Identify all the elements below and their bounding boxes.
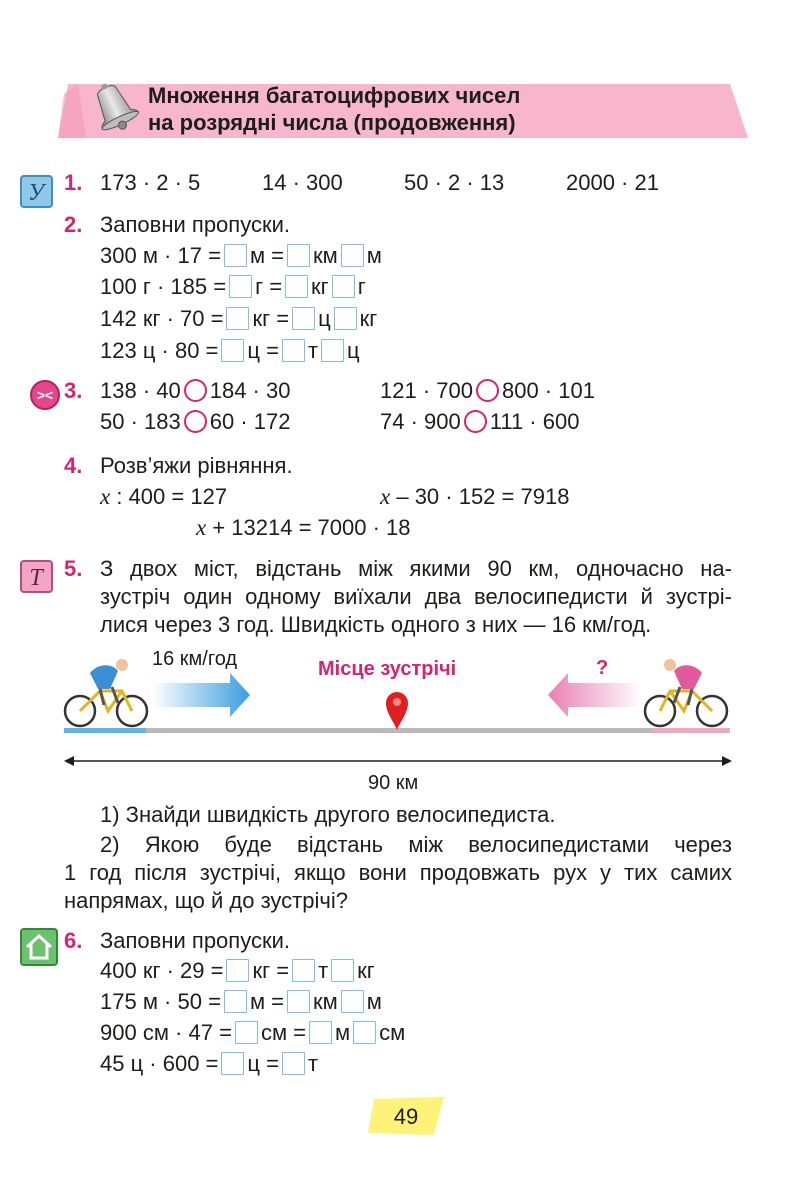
unit-2: км <box>313 989 338 1014</box>
answer-box[interactable] <box>287 244 310 267</box>
answer-box[interactable] <box>221 1052 244 1075</box>
speed-left-label: 16 км/год <box>152 648 238 670</box>
title-line-2: на розрядні числа (продовження) <box>148 110 516 135</box>
answer-box[interactable] <box>226 307 249 330</box>
task-2-number: 2. <box>64 212 83 237</box>
pair-left: 138 · 40 <box>100 378 181 403</box>
task-3-pair-1 <box>100 378 290 404</box>
row-lhs: 400 кг · 29 = <box>100 958 224 983</box>
unit-3: см <box>379 1020 406 1045</box>
task-5-question-2-line-3: напрямах, що й до зустрічі? <box>64 888 348 913</box>
unit-1: ц = <box>247 338 279 363</box>
unit-2: км <box>313 243 338 268</box>
oral-icon <box>20 175 53 208</box>
answer-box[interactable] <box>226 959 249 982</box>
problem-icon <box>20 560 53 593</box>
row-lhs: 45 ц · 600 = <box>100 1051 219 1076</box>
answer-box[interactable] <box>292 959 315 982</box>
unit-3: г <box>357 274 366 299</box>
pair-right: 111 · 600 <box>489 409 580 434</box>
task-4-equation-2 <box>380 484 569 510</box>
unit-3: м <box>366 243 382 268</box>
task-2-row-3 <box>100 306 377 332</box>
unit-2: ц <box>318 306 331 331</box>
row-lhs: 900 см · 47 = <box>100 1020 232 1045</box>
row-lhs: 142 кг · 70 = <box>100 306 224 331</box>
task-6-row-1 <box>100 958 375 984</box>
title-line-1: Множення багатоцифрових чисел <box>148 83 521 108</box>
compare-circle[interactable] <box>184 379 207 402</box>
compare-icon <box>30 380 60 410</box>
task-1-expr-1: 173 · 2 · 5 <box>100 170 201 195</box>
equation-rest: : 400 = 127 <box>116 484 228 509</box>
answer-box[interactable] <box>331 959 354 982</box>
answer-box[interactable] <box>292 307 315 330</box>
task-3-number: 3. <box>64 378 83 403</box>
pair-right: 184 · 30 <box>209 378 291 403</box>
answer-box[interactable] <box>235 1021 258 1044</box>
task-6-title: Заповни пропуски. <box>100 928 290 953</box>
unit-1: кг = <box>252 958 290 983</box>
answer-box[interactable] <box>224 990 247 1013</box>
cyclist-right-icon <box>645 659 727 726</box>
task-2-title: Заповни пропуски. <box>100 212 290 237</box>
variable: x <box>100 484 111 509</box>
page-title <box>148 82 520 136</box>
task-6-row-3 <box>100 1020 405 1046</box>
pair-left: 74 · 900 <box>380 409 461 434</box>
answer-box[interactable] <box>285 275 308 298</box>
task-3-pair-2 <box>380 378 595 404</box>
unit-2: т <box>307 338 319 363</box>
page-number: 49 <box>393 1104 419 1129</box>
answer-box[interactable] <box>341 990 364 1013</box>
unit-2: м <box>335 1020 351 1045</box>
task-1-expr-3: 50 · 2 · 13 <box>404 170 505 195</box>
home-icon <box>20 928 58 966</box>
task-3-pair-4 <box>380 409 579 435</box>
answer-box[interactable] <box>353 1021 376 1044</box>
task-6-row-2 <box>100 989 382 1015</box>
compare-circle[interactable] <box>184 410 207 433</box>
answer-box[interactable] <box>321 339 344 362</box>
row-lhs: 175 м · 50 = <box>100 989 221 1014</box>
answer-box[interactable] <box>287 990 310 1013</box>
pair-right: 60 · 172 <box>209 409 291 434</box>
task-4-number: 4. <box>64 453 83 478</box>
unit-1: ц = <box>247 1051 279 1076</box>
speed-right-label: ? <box>596 657 609 679</box>
task-5-number: 5. <box>64 556 83 581</box>
pair-left: 121 · 700 <box>380 378 473 403</box>
pair-right: 800 · 101 <box>501 378 595 403</box>
task-1-expr-4: 2000 · 21 <box>566 170 659 195</box>
unit-3: кг <box>357 958 375 983</box>
answer-box[interactable] <box>334 307 357 330</box>
answer-box[interactable] <box>282 1052 305 1075</box>
pair-left: 50 · 183 <box>100 409 181 434</box>
unit-1: м = <box>249 243 285 268</box>
answer-box[interactable] <box>224 244 247 267</box>
distance-label: 90 км <box>368 772 419 794</box>
compare-circle[interactable] <box>476 379 499 402</box>
task-5-line-3: лися через 3 год. Швидкість одного з них — 16 км/год. <box>100 612 652 637</box>
cyclist-left-icon <box>65 659 147 726</box>
task-4-title: Розв’яжи рівняння. <box>100 453 293 478</box>
equation-rest: – 30 · 152 = 7918 <box>396 484 570 509</box>
answer-box[interactable] <box>229 275 252 298</box>
answer-box[interactable] <box>309 1021 332 1044</box>
task-4-equation-3 <box>196 515 411 541</box>
svg-text:У: У <box>27 180 45 206</box>
answer-box[interactable] <box>332 275 355 298</box>
unit-3: ц <box>347 338 360 363</box>
task-5-line-2: зустріч один одному виїхали два велосипедисти й зустрі- <box>100 584 732 609</box>
unit-3: кг <box>359 306 378 331</box>
unit-1: кг = <box>252 306 290 331</box>
answer-box[interactable] <box>282 339 305 362</box>
task-5-question-2-line-1: 2) Якою буде відстань між велосипедистами через <box>100 832 732 857</box>
compare-circle[interactable] <box>464 410 487 433</box>
task-2-row-1 <box>100 243 382 269</box>
unit-3: м <box>366 989 382 1014</box>
unit-1: см = <box>260 1020 307 1045</box>
task-5-line-1: З двох міст, відстань між якими 90 км, одночасно на- <box>100 556 732 581</box>
unit-2: т <box>318 958 329 983</box>
task-6-number: 6. <box>64 928 83 953</box>
answer-box[interactable] <box>221 339 244 362</box>
compare-icon-label: >< <box>36 387 54 403</box>
task-5-question-2-line-2: 1 год після зустрічі, якщо вони продовжать рух у тих самих <box>64 860 732 885</box>
location-pin-icon <box>386 692 408 730</box>
answer-box[interactable] <box>341 244 364 267</box>
task-2-row-4 <box>100 338 360 364</box>
unit-1: м = <box>249 989 285 1014</box>
task-6-row-4 <box>100 1051 318 1077</box>
variable: x <box>380 484 391 509</box>
task-2-row-2 <box>100 274 366 300</box>
bell-icon <box>86 82 142 132</box>
row-lhs: 100 г · 185 = <box>100 274 227 299</box>
svg-text:Т: Т <box>29 565 43 591</box>
equation-rest: + 13214 = 7000 · 18 <box>212 515 411 540</box>
meeting-place-label: Місце зустрічі <box>318 658 457 680</box>
task-3-pair-3 <box>100 409 290 435</box>
variable: x <box>196 515 207 540</box>
unit-1: г = <box>255 274 283 299</box>
task-1-number: 1. <box>64 170 83 195</box>
row-lhs: 123 ц · 80 = <box>100 338 219 363</box>
task-1-expr-2: 14 · 300 <box>262 170 343 195</box>
unit-2: т <box>307 1051 319 1076</box>
task-5-question-1: 1) Знайди швидкість другого велосипедиста. <box>100 802 556 827</box>
row-lhs: 300 м · 17 = <box>100 243 221 268</box>
unit-2: кг <box>311 274 329 299</box>
task-4-equation-1 <box>100 484 227 510</box>
